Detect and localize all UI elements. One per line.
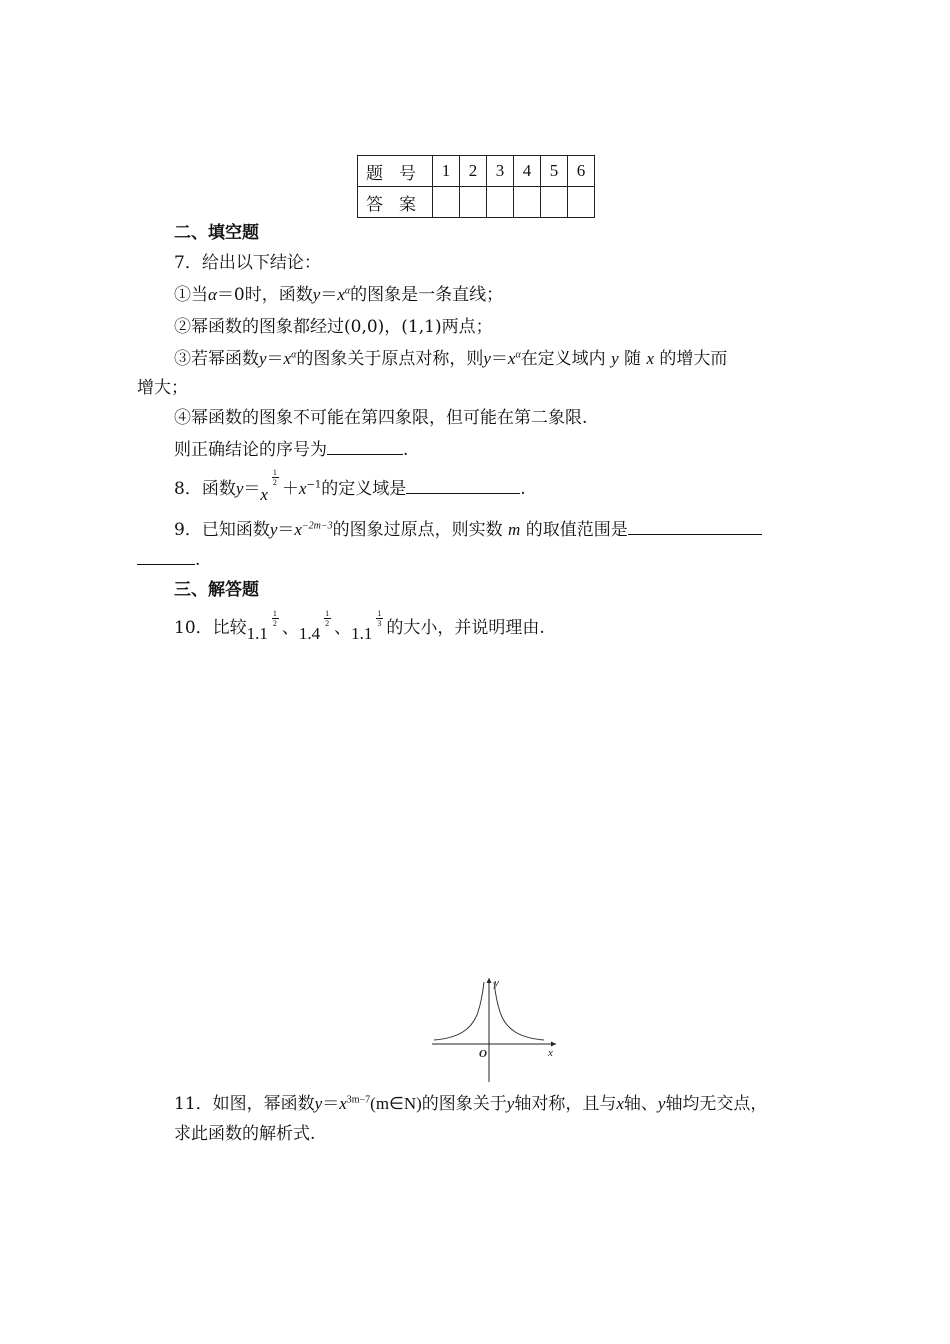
q11: 11．如图，幂函数$y=x^{3m-7}(m\in N)$的图象关于y轴对称，且与x轴、y轴均无交点，	[174, 1094, 768, 1114]
answer-cell[interactable]	[433, 187, 460, 218]
y-axis-label: y	[494, 977, 499, 989]
exponent-half: $\frac{1}{2}$	[272, 468, 277, 487]
exponent-third: $\frac{1}{3}$	[377, 609, 382, 628]
q9-answer-blank[interactable]	[628, 518, 762, 535]
section2-title: 二、填空题	[174, 223, 259, 243]
q9-answer-blank-cont[interactable]	[137, 548, 195, 565]
x-axis-label: x	[548, 1047, 553, 1059]
q7-statement-1: ①当α＝0时，函数$y=x^\alpha$的图象是一条直线；	[174, 285, 504, 305]
q8: 8．函数y＝x $\frac{1}{2}$ $+x^{-1}$的定义域是 .	[174, 468, 526, 504]
answer-cell[interactable]	[568, 187, 595, 218]
question-number-cell: 5	[541, 156, 568, 187]
q9: 9．已知函数$y=x^{-2m-3}$的图象过原点，则实数 m 的取值范围是	[174, 518, 762, 540]
left-branch-curve	[434, 982, 484, 1040]
q7-statement-4: ④幂函数的图象不可能在第四象限，但可能在第二象限.	[174, 408, 588, 428]
answer-table	[357, 155, 595, 218]
q7-answer-blank[interactable]	[327, 438, 403, 455]
q10: 10．比较1.1 $\frac{1}{2}$ 、1.4 $\frac{1}{2}$ 、1.1 $\frac{1}{3}$ 的大小，并说明理由.	[174, 609, 545, 643]
exponent-half: $\frac{1}{2}$	[325, 609, 330, 628]
question-number-label: 题号	[358, 156, 433, 187]
answer-cell[interactable]	[541, 187, 568, 218]
origin-label: O	[479, 1048, 487, 1060]
question-number-cell: 2	[460, 156, 487, 187]
section3-title: 三、解答题	[174, 580, 259, 600]
q7-statement-2: ②幂函数的图象都经过(0,0)，(1,1)两点；	[174, 317, 493, 337]
answer-table-header-row	[358, 156, 595, 187]
q9-cont: .	[137, 548, 200, 570]
question-number-cell: 6	[568, 156, 595, 187]
q11-line2: 求此函数的解析式.	[174, 1124, 316, 1144]
q7-statement-3-cont: 增大；	[137, 378, 188, 398]
answer-table-answer-row	[358, 187, 595, 218]
q7-intro: 7．给出以下结论：	[174, 253, 321, 273]
q7-statement-3: ③若幂函数$y=x^\alpha$的图象关于原点对称，则$y=x^\alpha$在定义域内 y 随 x 的增大而	[174, 349, 728, 369]
answer-label: 答案	[358, 187, 433, 218]
question-number-cell: 4	[514, 156, 541, 187]
x-axis-arrow-icon	[551, 1042, 556, 1047]
y-axis-arrow-icon	[487, 978, 492, 983]
answer-cell[interactable]	[460, 187, 487, 218]
power-function-graph	[428, 972, 563, 1084]
q7-question: 则正确结论的序号为 .	[174, 440, 409, 460]
answer-cell[interactable]	[514, 187, 541, 218]
q8-answer-blank[interactable]	[406, 477, 520, 494]
question-number-cell: 3	[487, 156, 514, 187]
exponent-half: $\frac{1}{2}$	[272, 609, 277, 628]
answer-cell[interactable]	[487, 187, 514, 218]
question-number-cell: 1	[433, 156, 460, 187]
right-branch-curve	[494, 982, 544, 1040]
